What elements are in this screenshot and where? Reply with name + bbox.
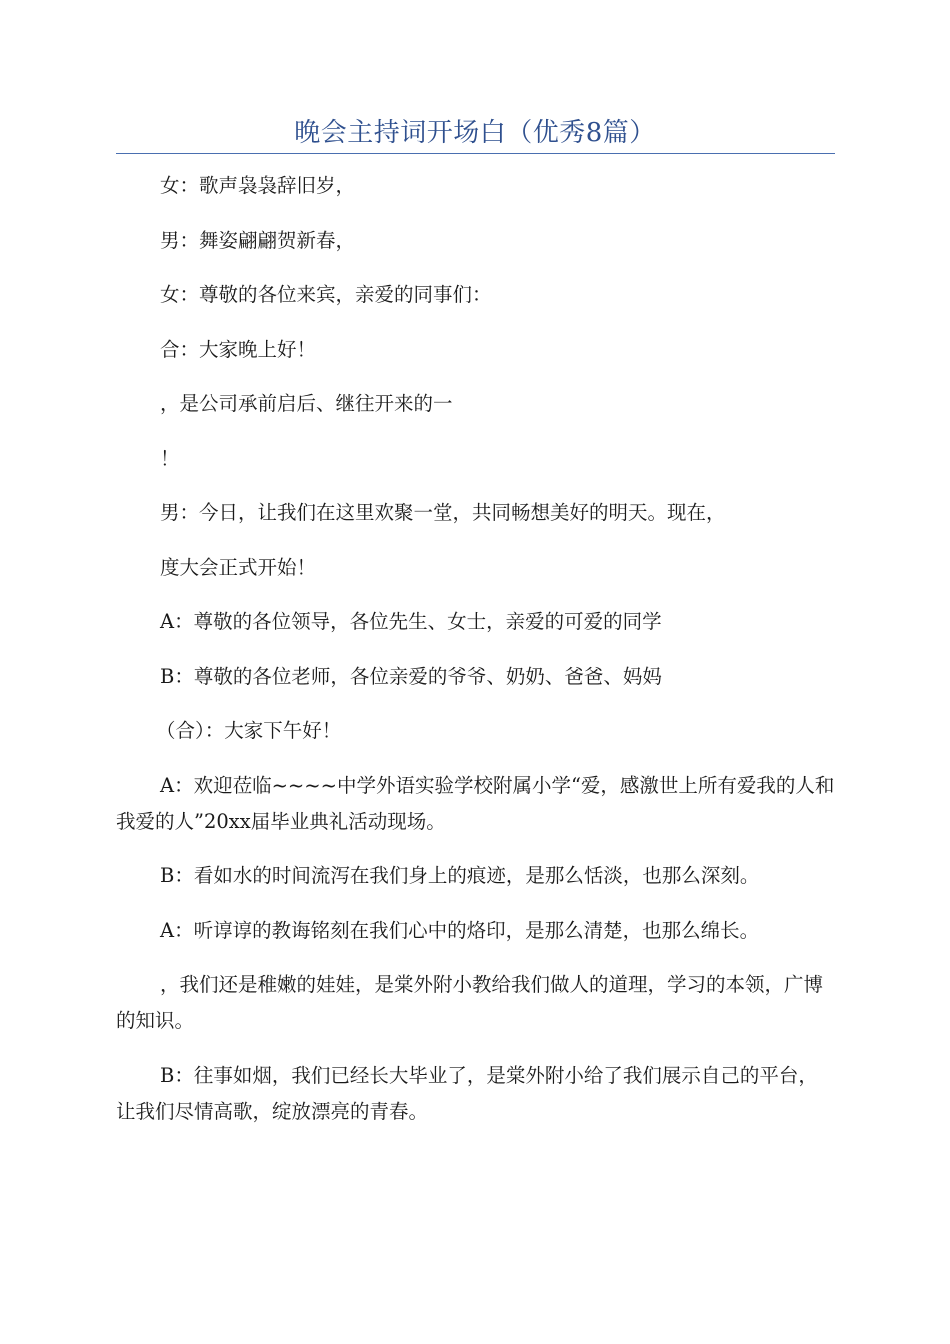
paragraph: （合）：大家下午好！ [156, 719, 342, 742]
document-title: 晚会主持词开场白（优秀8篇） [294, 118, 656, 148]
paragraph: A：欢迎莅临~~~~中学外语实验学校附属小学“爱，感激世上所有爱我的人和我爱的人”20xx届毕业典礼活动现场。 [116, 773, 835, 833]
paragraph: 合：大家晚上好！ [160, 337, 317, 361]
paragraph: ！ [160, 446, 180, 470]
paragraph: 男：舞姿翩翩贺新春， [160, 228, 356, 252]
paragraph: ，我们还是稚嫩的娃娃，是棠外附小教给我们做人的道理，学习的本领，广博的知识。 [116, 973, 824, 1032]
paragraph: B：看如水的时间流泻在我们身上的痕迹，是那么恬淡，也那么深刻。 [160, 864, 760, 887]
title-underline [116, 153, 835, 154]
paragraph: 男：今日，让我们在这里欢聚一堂，共同畅想美好的明天。现在， [160, 501, 726, 524]
paragraph: 女：歌声袅袅辞旧岁， [160, 174, 356, 197]
paragraph: 度大会正式开始！ [160, 555, 317, 579]
document-body [116, 168, 836, 1148]
paragraph: ，是公司承前启后、继往开来的一 [160, 392, 453, 415]
paragraph: A：尊敬的各位领导，各位先生、女士，亲爱的可爱的同学 [160, 610, 662, 633]
paragraph: B：尊敬的各位老师，各位亲爱的爷爷、奶奶、爸爸、妈妈 [160, 664, 662, 688]
paragraph: A：听谆谆的教诲铭刻在我们心中的烙印，是那么清楚，也那么绵长。 [160, 918, 760, 942]
paragraph: 女：尊敬的各位来宾，亲爱的同事们： [160, 283, 492, 306]
paragraph: B：往事如烟，我们已经长大毕业了，是棠外附小给了我们展示自己的平台，让我们尽情高歌，绽放漂亮的青春。 [116, 1063, 818, 1123]
